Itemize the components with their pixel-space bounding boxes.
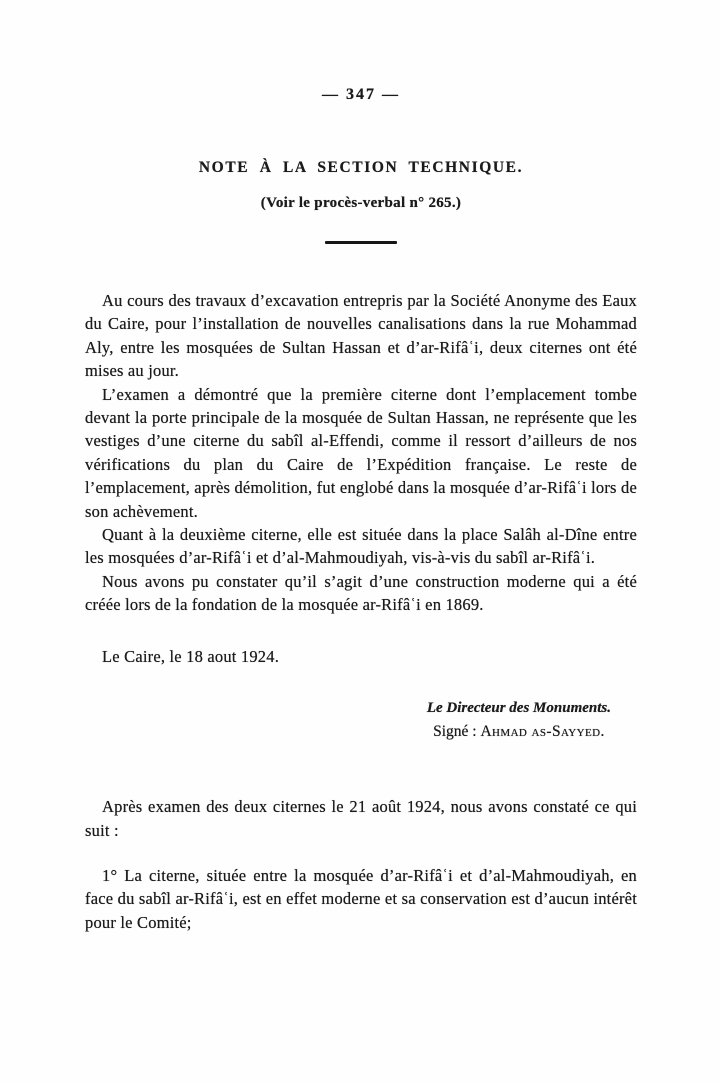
paragraph-4: Nous avons pu constater qu’il s’agit d’une construction moderne qui a été créée lors de la fondation de la mosquée ar-Rifâʿi en 1869. xyxy=(85,571,637,615)
paragraph-1: Au cours des travaux d’excavation entrepris par la Société Anonyme des Eaux du Caire, pour l’installation de nouvelles canalisations dans la rue Mohammad Aly, entre les mosquées de Sultan Hassan et d’ar-Rifâʿi, deux citernes ont été mises au jour. xyxy=(85,291,637,381)
signature-block xyxy=(427,697,611,743)
signature-line xyxy=(427,720,611,743)
document-body xyxy=(85,289,637,934)
paragraph-2: L’examen a démontré que la première citerne dont l’emplacement tombe devant la porte principale de la mosquée de Sultan Hassan, ne représente que les vestiges d’une citerne du sabîl al-Effendi, comme il ressort d’ailleurs de nos vérifications du plan du Caire de l’Expédition française. Le reste de l’emplacement, après démolition, fut englobé dans la mosquée d’ar-Rifâʿi lors de son achèvement. xyxy=(85,384,637,521)
dateline: Le Caire, le 18 aout 1924. xyxy=(102,646,280,666)
paragraph-6-item-1: 1° La citerne, située entre la mosquée d’ar-Rifâʿi et d’al-Mahmoudiyah, en face du sabîl ar-Rifâʿi, est en effet moderne et sa conservation est d’aucun intérêt pour le Comité; xyxy=(85,865,637,932)
signed-label: Signé : xyxy=(433,723,481,741)
separator-rule xyxy=(325,241,397,244)
document-subtitle: (Voir le procès-verbal n° 265.) xyxy=(260,195,462,211)
document-title: NOTE À LA SECTION TECHNIQUE. xyxy=(198,159,524,176)
paragraph-5: Après examen des deux citernes le 21 août 1924, nous avons constaté ce qui suit : xyxy=(85,797,637,840)
signature-name: Ahmad as-Sayyed. xyxy=(480,723,605,741)
page-number: — 347 — xyxy=(322,86,400,103)
signature-role: Le Directeur des Monuments. xyxy=(426,700,611,717)
paragraph-3: Quant à la deuxième citerne, elle est située dans la place Salâh al-Dîne entre les mosquées d’ar-Rifâʿi et d’al-Mahmoudiyah, vis-à-vis du sabîl ar-Rifâʿi. xyxy=(85,525,637,568)
